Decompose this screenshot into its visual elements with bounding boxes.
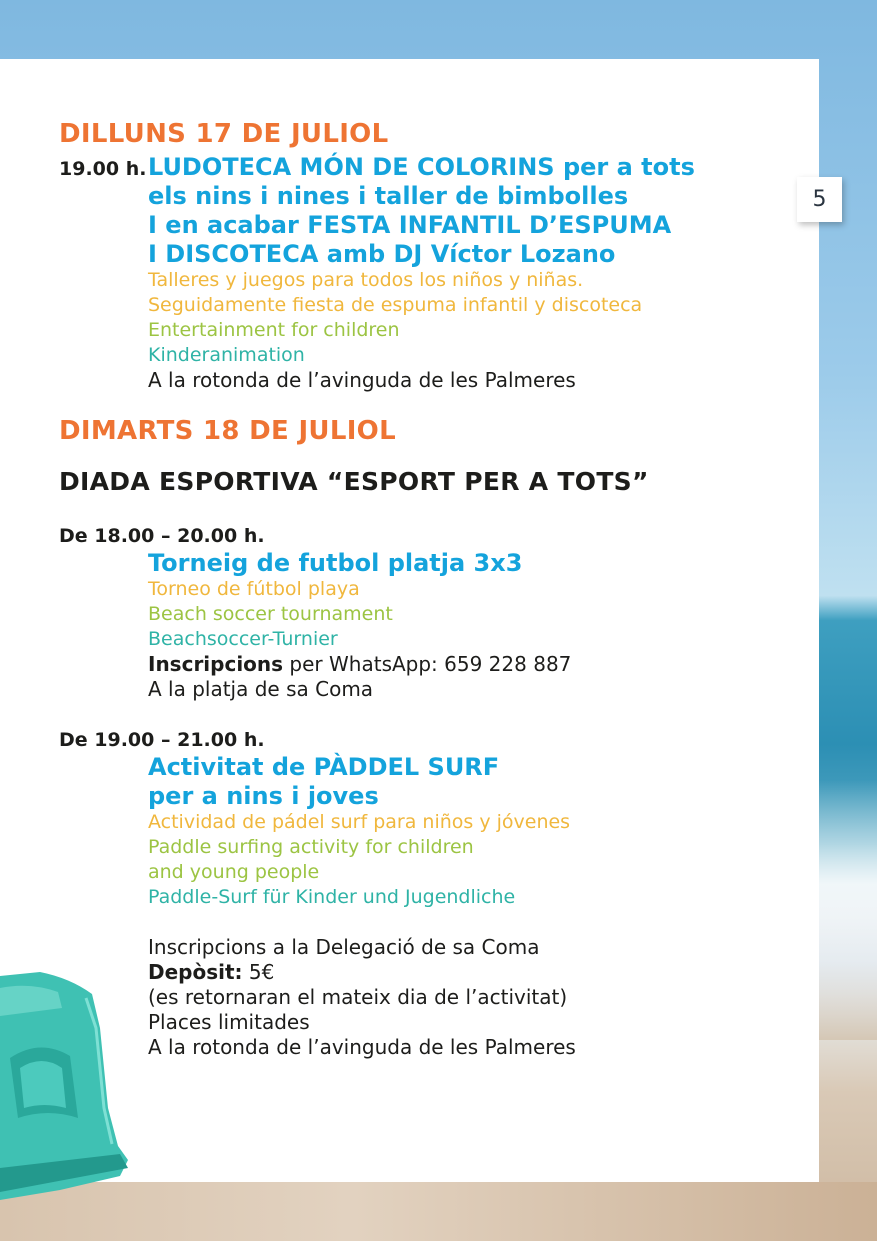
event1-location: A la platja de sa Coma <box>148 677 374 701</box>
day1-title-line-4: I DISCOTECA amb DJ Víctor Lozano <box>148 240 616 268</box>
background-sea-foam <box>818 780 877 1040</box>
event2-registration: Inscripcions a la Delegació de sa Coma <box>148 935 540 959</box>
event2-de: Paddle-Surf für Kinder und Jugendliche <box>148 886 516 908</box>
day2-section-title: DIADA ESPORTIVA “ESPORT PER A TOTS” <box>59 467 649 496</box>
event1-title: Torneig de futbol platja 3x3 <box>148 549 523 577</box>
day1-title-line-2: els nins i nines i taller de bimbolles <box>148 182 629 210</box>
event2-time: De 19.00 – 21.00 h. <box>59 729 265 751</box>
day1-heading: DILLUNS 17 DE JULIOL <box>59 119 389 149</box>
event2-deposit-label: Depòsit: <box>148 960 243 984</box>
event1-registration-label: Inscripcions <box>148 652 284 676</box>
event2-deposit <box>148 960 274 984</box>
day1-en: Entertainment for children <box>148 319 400 341</box>
event2-title-line-1: Activitat de PÀDDEL SURF <box>148 753 500 781</box>
event2-title-line-2: per a nins i joves <box>148 782 379 810</box>
event1-time: De 18.00 – 20.00 h. <box>59 525 265 547</box>
day1-es-line-2: Seguidamente fiesta de espuma infantil y discoteca <box>148 294 643 316</box>
day2-heading: DIMARTS 18 DE JULIOL <box>59 416 396 446</box>
event2-es: Actividad de pádel surf para niños y jóvenes <box>148 811 571 833</box>
day1-de: Kinderanimation <box>148 344 305 366</box>
page-number: 5 <box>797 177 842 222</box>
day1-title-line-1: LUDOTECA MÓN DE COLORINS per a tots <box>148 153 695 181</box>
event1-es: Torneo de fútbol playa <box>148 578 360 600</box>
event2-deposit-value: 5€ <box>242 960 275 984</box>
event2-en-line-1: Paddle surfing activity for children <box>148 836 474 858</box>
event2-deposit-note: (es retornaran el mateix dia de l’activitat) <box>148 985 568 1009</box>
day1-time: 19.00 h. <box>59 158 147 180</box>
day1-title-line-3: I en acabar FESTA INFANTIL D’ESPUMA <box>148 211 672 239</box>
event2-places: Places limitades <box>148 1010 310 1034</box>
day1-es-line-1: Talleres y juegos para todos los niños y niñas. <box>148 269 584 291</box>
event1-registration <box>148 652 571 676</box>
event2-en-line-2: and young people <box>148 861 320 883</box>
event2-location: A la rotonda de l’avinguda de les Palmeres <box>148 1035 576 1059</box>
event1-de: Beachsoccer-Turnier <box>148 628 338 650</box>
event1-en: Beach soccer tournament <box>148 603 393 625</box>
sand-bucket-icon <box>0 968 135 1203</box>
event1-registration-text: per WhatsApp: 659 228 887 <box>283 652 572 676</box>
day1-location: A la rotonda de l’avinguda de les Palmeres <box>148 368 576 392</box>
